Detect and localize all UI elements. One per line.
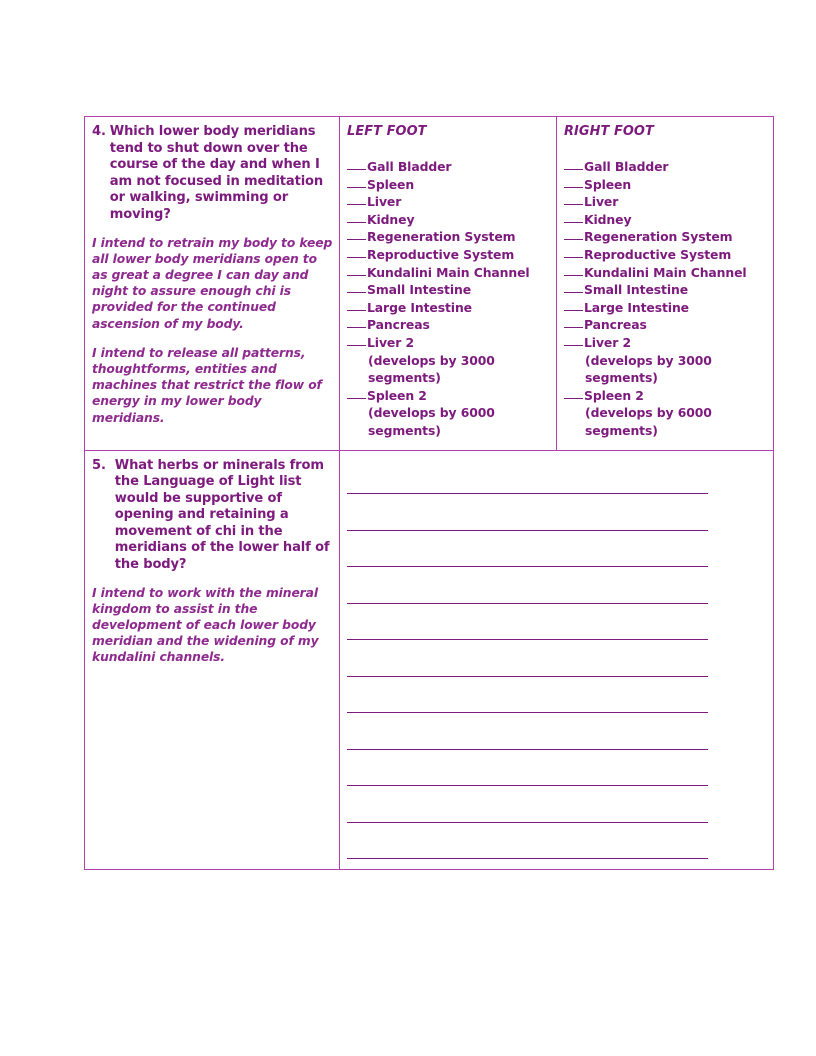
- blank-line-icon[interactable]: [347, 204, 366, 205]
- blank-line-icon[interactable]: [564, 257, 583, 258]
- blank-line-icon[interactable]: [347, 169, 366, 170]
- blank-line-icon[interactable]: [347, 239, 366, 240]
- question-5-cell: [85, 450, 340, 870]
- checklist-item-label: Small Intestine: [367, 282, 472, 298]
- checklist-item-label: Kundalini Main Channel: [367, 264, 530, 280]
- blank-line-icon[interactable]: [347, 327, 366, 328]
- checklist-item[interactable]: [564, 316, 767, 334]
- right-foot-title: RIGHT FOOT: [564, 124, 654, 139]
- checklist-item[interactable]: [347, 176, 550, 194]
- checklist-item[interactable]: [347, 299, 550, 317]
- question-4-number: 4.: [92, 124, 106, 139]
- answer-line-row[interactable]: [347, 531, 767, 568]
- question-5-text: What herbs or minerals from the Language of Light list would be supportive of opening and retaining a movement of chi in the meridians of the lower half of the body?: [114, 457, 330, 573]
- question-5-intent-1: I intend to work with the mineral kingdom to assist in the development of each lower body meridian and the widening of my kundalini channels.: [92, 585, 319, 665]
- question-4-row: [85, 117, 774, 451]
- checklist-item-label: Large Intestine: [584, 299, 689, 315]
- checklist-item[interactable]: [347, 281, 550, 299]
- checklist-item[interactable]: [347, 193, 550, 211]
- checklist-item-label: Large Intestine: [367, 299, 472, 315]
- checklist-item-label: Reproductive System: [584, 246, 732, 262]
- checklist-item-label: Gall Bladder: [367, 159, 452, 174]
- checklist-item[interactable]: [564, 281, 767, 299]
- checklist-item-note: (develops by 6000 segments): [585, 405, 712, 438]
- answer-line-row[interactable]: [347, 567, 767, 604]
- answer-line-row[interactable]: [347, 458, 767, 495]
- answer-line-row[interactable]: [347, 823, 767, 860]
- answer-line-row[interactable]: [347, 677, 767, 714]
- left-foot-title: LEFT FOOT: [347, 124, 427, 139]
- checklist-item-label: Reproductive System: [367, 246, 515, 262]
- checklist-item[interactable]: [347, 334, 550, 387]
- checklist-item[interactable]: [564, 246, 767, 264]
- checklist-item-label: Regeneration System: [584, 229, 733, 245]
- question-4-heading: [92, 124, 333, 224]
- checklist-item[interactable]: [564, 387, 767, 440]
- blank-line-icon[interactable]: [564, 310, 583, 311]
- blank-line-icon[interactable]: [347, 257, 366, 258]
- question-4-intent-2: I intend to release all patterns, thoughtforms, entities and machines that restrict the flow of energy in my lower body meridians.: [92, 345, 322, 425]
- checklist-item-label: Small Intestine: [584, 282, 689, 298]
- blank-line-icon[interactable]: [564, 275, 583, 276]
- checklist-item[interactable]: [564, 176, 767, 194]
- checklist-item[interactable]: [564, 193, 767, 211]
- answer-line-row[interactable]: [347, 750, 767, 787]
- blank-line-icon[interactable]: [564, 327, 583, 328]
- question-4-intent-1: I intend to retrain my body to keep all lower body meridians open to as great a degree I can day and night to assure enough chi is provided for the continued ascension of my body.: [92, 235, 333, 331]
- checklist-item[interactable]: [564, 211, 767, 229]
- checklist-item[interactable]: [347, 158, 550, 176]
- checklist-item[interactable]: [564, 299, 767, 317]
- blank-line-icon[interactable]: [347, 275, 366, 276]
- right-foot-cell: [557, 117, 774, 451]
- blank-line-icon[interactable]: [347, 187, 366, 188]
- question-5-number: 5.: [92, 457, 106, 473]
- checklist-item-label: Kundalini Main Channel: [584, 264, 747, 280]
- left-foot-checklist: [347, 158, 550, 440]
- checklist-item[interactable]: [347, 211, 550, 229]
- checklist-item-label: Pancreas: [584, 317, 647, 333]
- blank-line-icon[interactable]: [564, 239, 583, 240]
- checklist-item[interactable]: [347, 264, 550, 282]
- blank-line-icon[interactable]: [564, 398, 583, 399]
- blank-line-icon[interactable]: [564, 345, 583, 346]
- checklist-item-label: Spleen 2: [367, 387, 427, 403]
- checklist-item-label: Spleen: [367, 176, 415, 192]
- worksheet-table: [84, 116, 774, 870]
- checklist-item-label: Regeneration System: [367, 229, 516, 245]
- checklist-item-note: (develops by 3000 segments): [585, 352, 712, 386]
- checklist-item-label: Liver 2: [584, 334, 631, 350]
- blank-line-icon[interactable]: [564, 222, 583, 223]
- checklist-item-label: Liver: [367, 194, 402, 210]
- left-foot-cell: [340, 117, 557, 451]
- checklist-item-label: Spleen: [584, 176, 632, 192]
- answer-line-row[interactable]: [347, 640, 767, 677]
- blank-line-icon[interactable]: [347, 398, 366, 399]
- question-4-text: Which lower body meridians tend to shut down over the course of the day and when I am not focused in meditation or walking, swimming or moving?: [109, 124, 324, 222]
- question-5-heading: [92, 458, 333, 574]
- checklist-item-label: Pancreas: [367, 317, 430, 333]
- checklist-item[interactable]: [564, 334, 767, 387]
- checklist-item[interactable]: [347, 246, 550, 264]
- blank-line-icon[interactable]: [564, 187, 583, 188]
- blank-line-icon[interactable]: [564, 292, 583, 293]
- checklist-item-label: Kidney: [367, 211, 415, 227]
- checklist-item[interactable]: [347, 228, 550, 246]
- right-foot-checklist: [564, 158, 767, 440]
- answer-area: [340, 450, 774, 870]
- checklist-item[interactable]: [564, 158, 767, 176]
- checklist-item-label: Kidney: [584, 211, 632, 227]
- blank-line-icon[interactable]: [564, 169, 583, 170]
- blank-line-icon[interactable]: [347, 345, 366, 346]
- checklist-item[interactable]: [564, 228, 767, 246]
- checklist-item-note: (develops by 3000 segments): [368, 352, 495, 386]
- checklist-item-note: (develops by 6000 segments): [368, 405, 495, 438]
- answer-line-row[interactable]: [347, 604, 767, 641]
- checklist-item-label: Liver: [584, 194, 619, 210]
- checklist-item[interactable]: [564, 264, 767, 282]
- question-5-row: [85, 450, 774, 870]
- answer-line-row[interactable]: [347, 713, 767, 750]
- checklist-item-label: Gall Bladder: [584, 159, 669, 174]
- question-4-cell: [85, 117, 340, 451]
- blank-line-icon[interactable]: [347, 292, 366, 293]
- answer-line-row[interactable]: [347, 786, 767, 823]
- answer-rule[interactable]: [347, 858, 708, 859]
- blank-line-icon[interactable]: [564, 204, 583, 205]
- checklist-item-label: Liver 2: [367, 334, 414, 350]
- blank-line-icon[interactable]: [347, 310, 366, 311]
- checklist-item-label: Spleen 2: [584, 387, 644, 403]
- blank-line-icon[interactable]: [347, 222, 366, 223]
- checklist-item[interactable]: [347, 387, 550, 440]
- answer-line-row[interactable]: [347, 494, 767, 531]
- checklist-item[interactable]: [347, 316, 550, 334]
